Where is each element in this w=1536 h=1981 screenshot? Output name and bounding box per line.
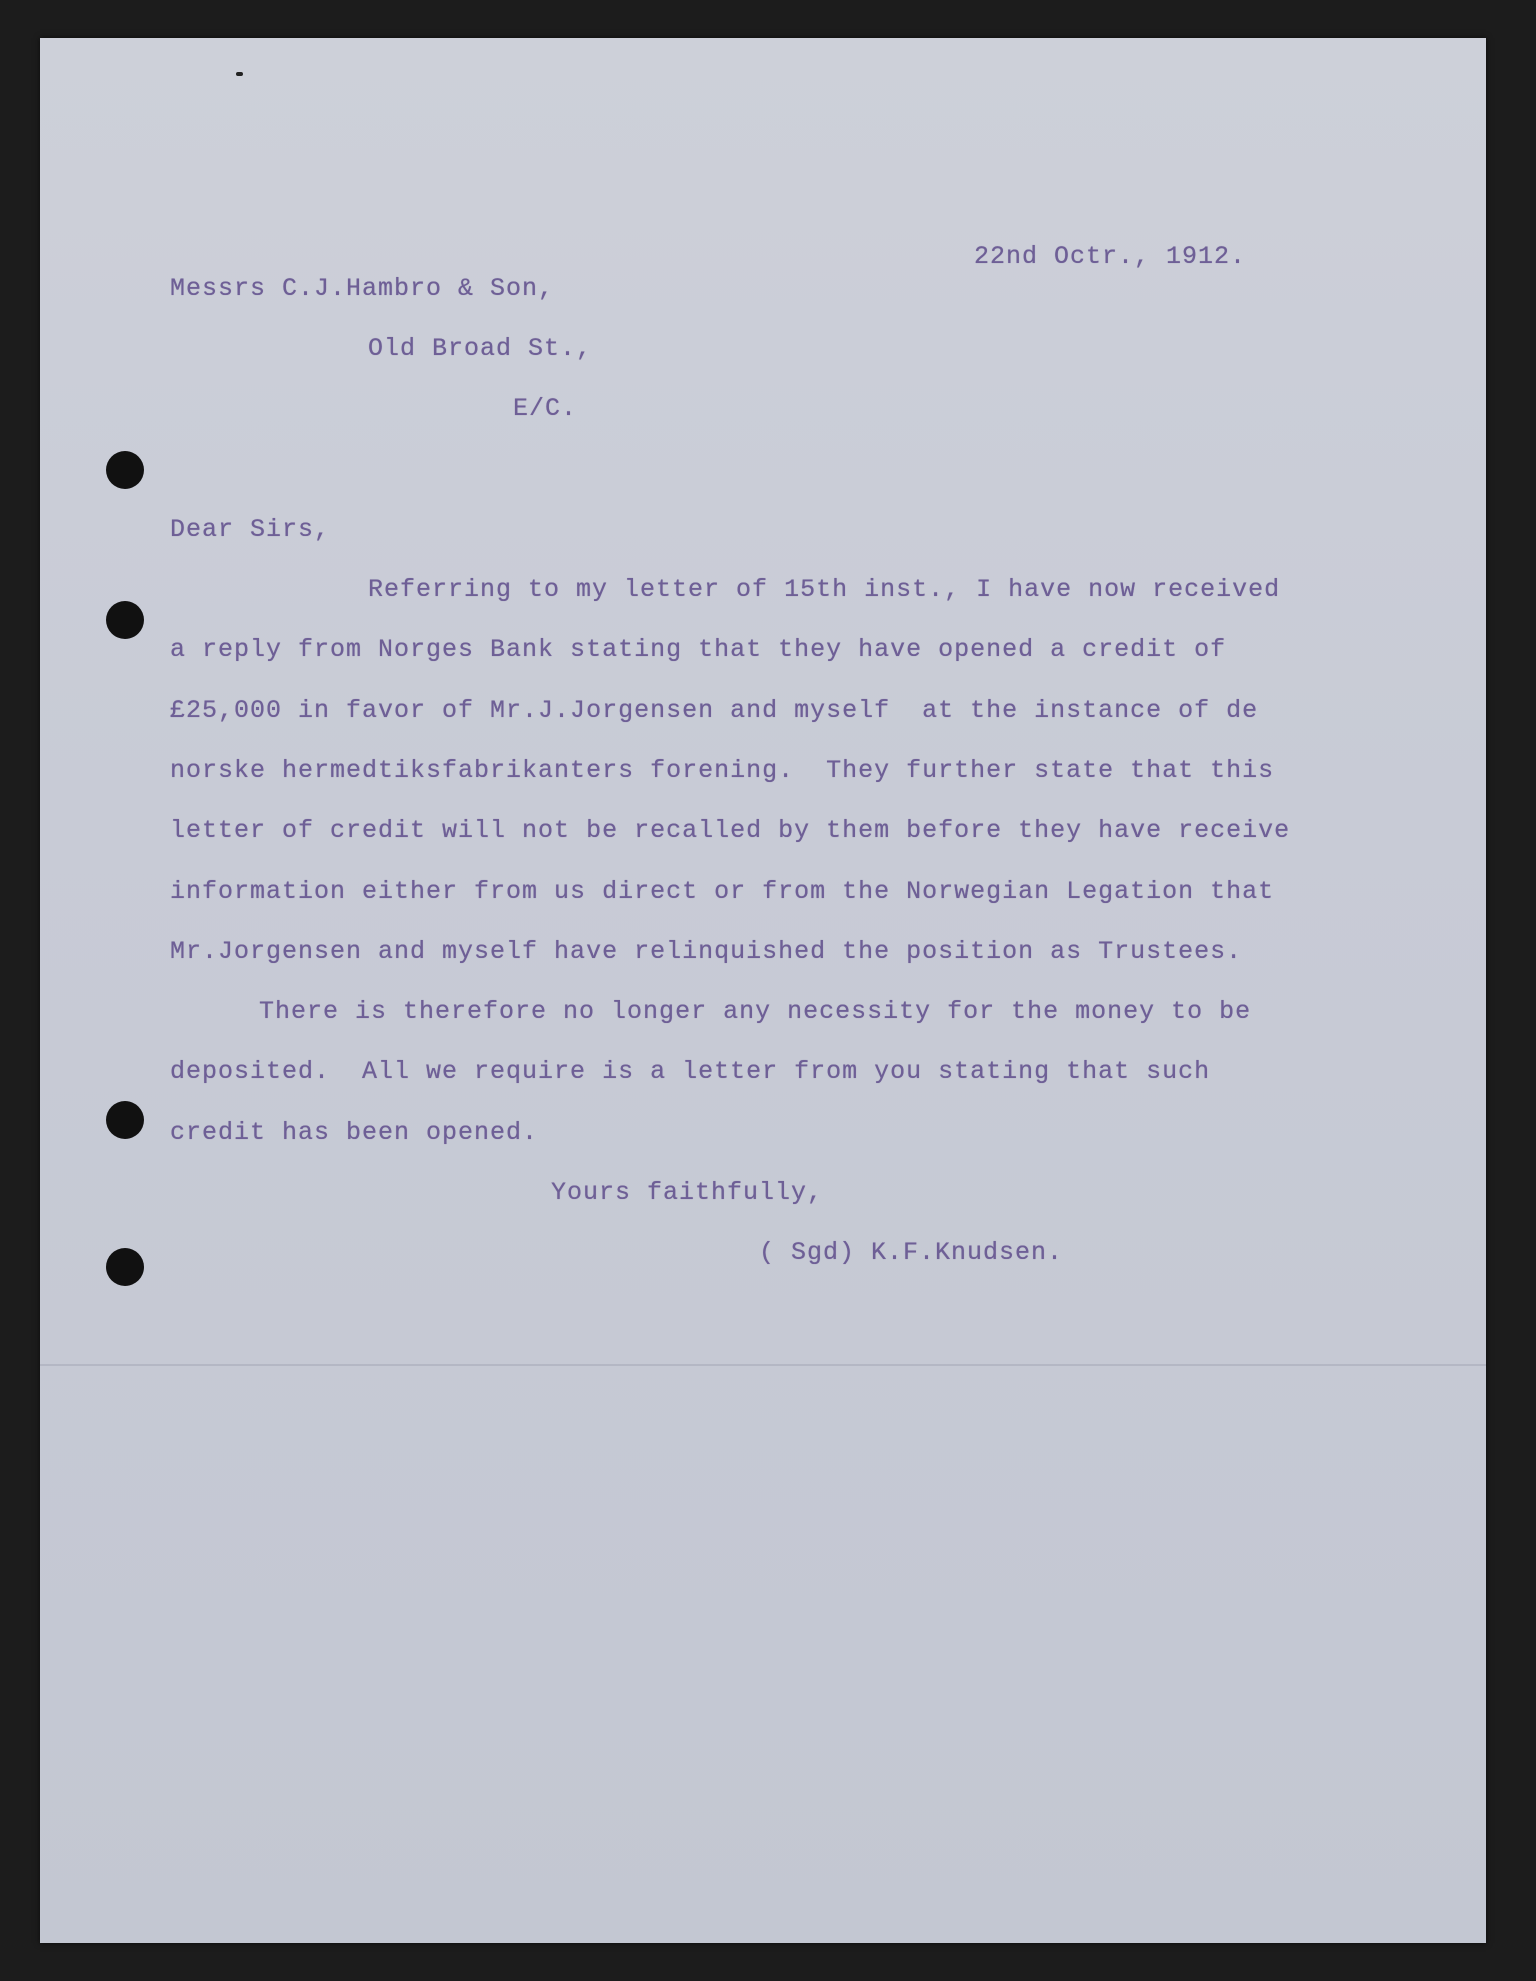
punch-hole (106, 1101, 144, 1139)
body-line: £25,000 in favor of Mr.J.Jorgensen and myself at the instance of de (170, 696, 1259, 725)
body-line: Mr.Jorgensen and myself have relinquished the position as Trustees. (170, 937, 1243, 966)
recipient-name: Messrs C.J.Hambro & Son, (170, 274, 555, 303)
body-line: norske hermedtiksfabrikanters forening. They further state that this (170, 756, 1275, 785)
letter-sheet (40, 38, 1486, 1943)
body-line: deposited. All we require is a letter from you stating that such (170, 1057, 1211, 1086)
body-line: credit has been opened. (170, 1118, 539, 1147)
letter-date: 22nd Octr., 1912. (974, 242, 1247, 271)
closing: Yours faithfully, (551, 1178, 824, 1207)
salutation: Dear Sirs, (170, 515, 331, 544)
body-line: a reply from Norges Bank stating that they have opened a credit of (170, 635, 1227, 664)
paper-fold (40, 1364, 1486, 1366)
recipient-street: Old Broad St., (368, 334, 593, 363)
punch-hole (106, 451, 144, 489)
signature: ( Sgd) K.F.Knudsen. (759, 1238, 1064, 1267)
body-line: information either from us direct or from the Norwegian Legation that (170, 877, 1275, 906)
recipient-district: E/C. (513, 394, 578, 423)
body-line: There is therefore no longer any necessity for the money to be (259, 997, 1252, 1026)
punch-hole (106, 601, 144, 639)
body-line: Referring to my letter of 15th inst., I have now received (368, 575, 1281, 604)
punch-hole (106, 1248, 144, 1286)
body-line: letter of credit will not be recalled by them before they have receive (170, 816, 1291, 845)
ink-speck (236, 72, 243, 76)
